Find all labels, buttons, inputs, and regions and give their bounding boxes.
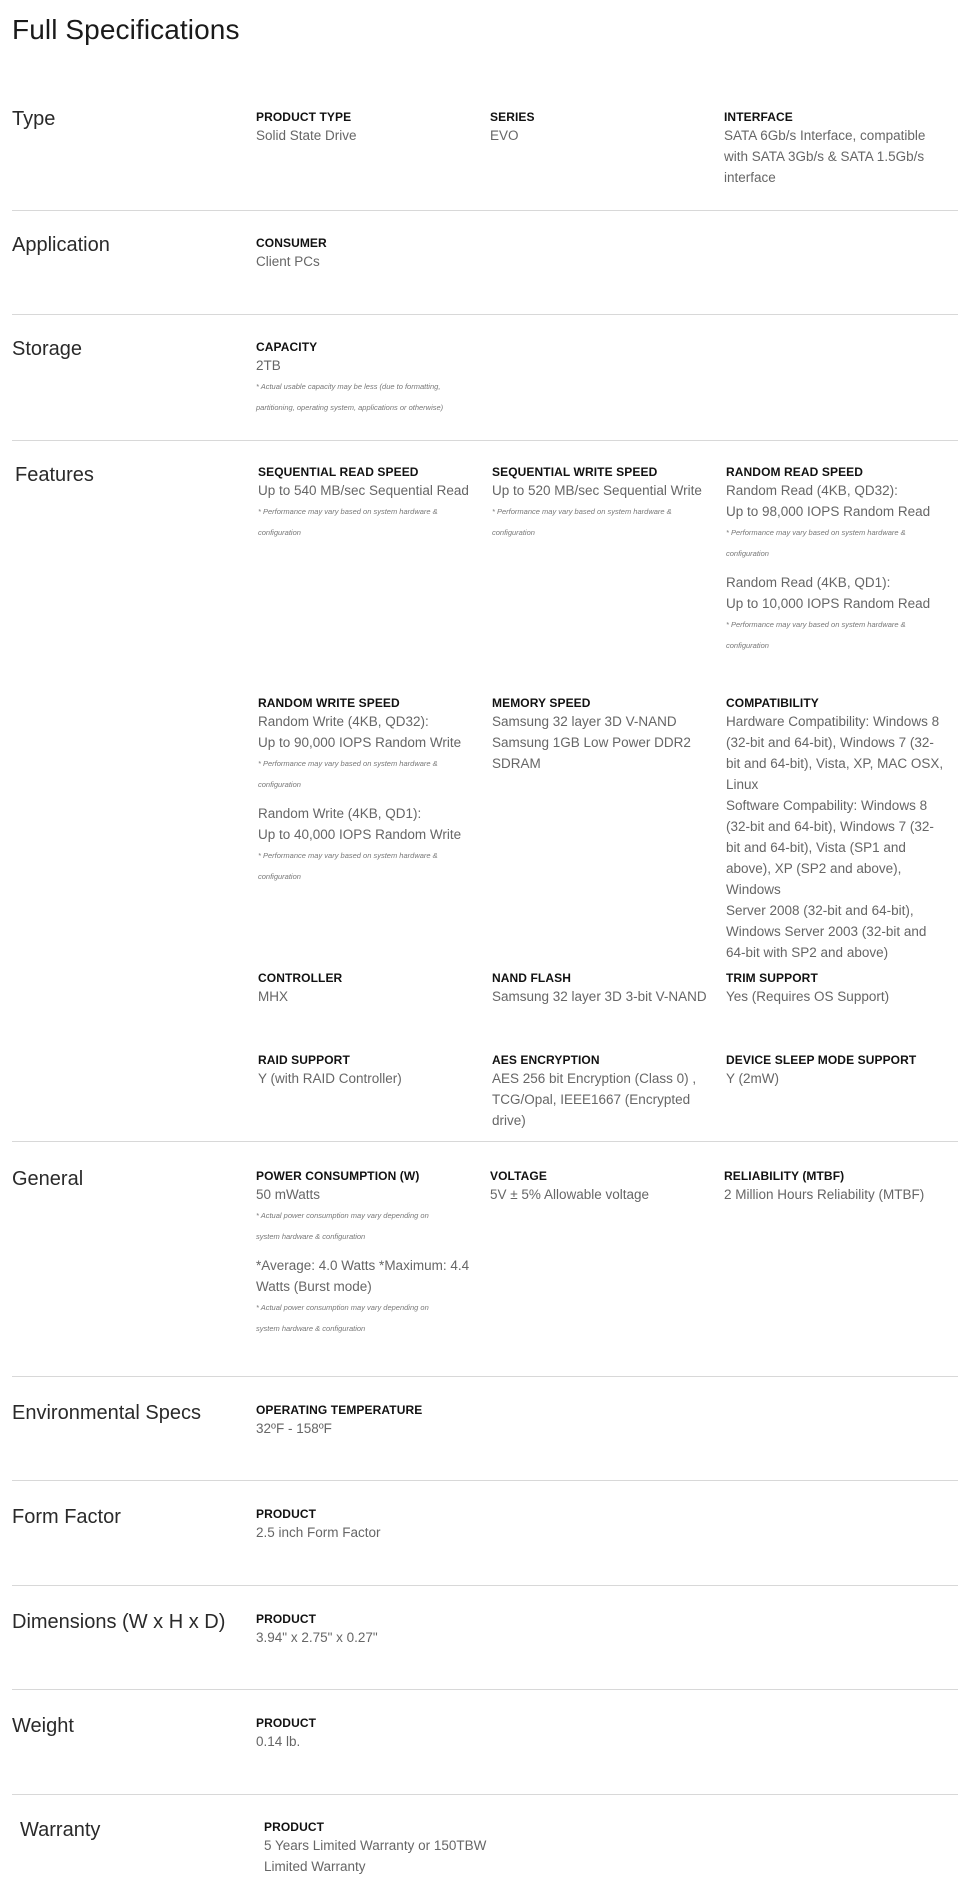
spec-memory-speed [492,695,717,774]
spec-note: * Performance may vary based on system hardware & [258,507,438,516]
section-title: Storage [12,338,83,360]
spec-aes-encryption [492,1052,717,1131]
spec-value-line: 64-bit with SP2 and above) [726,945,889,960]
spec-interface [724,109,949,188]
section-general [12,1141,958,1377]
spec-note: * Performance may vary based on system hardware & [258,759,438,768]
spec-label: AES ENCRYPTION [492,1053,600,1067]
section-storage [12,314,958,441]
spec-value: Solid State Drive [256,128,357,143]
spec-value-line: SDRAM [492,756,541,771]
spec-consumer [256,235,481,272]
spec-value: 5V ± 5% Allowable voltage [490,1187,650,1202]
spec-value: Up to 540 MB/sec Sequential Read [258,483,469,498]
spec-label: PRODUCT TYPE [256,110,352,124]
spec-power-consumption [256,1168,481,1339]
spec-voltage [490,1168,715,1205]
spec-value-line: Up to 90,000 IOPS Random Write [258,735,462,750]
spec-note: * Actual power consumption may vary depending on [256,1303,429,1312]
spec-label: PRODUCT [256,1612,317,1626]
section-application [12,210,958,315]
spec-note: configuration [258,528,301,537]
spec-value-line: Software Compability: Windows 8 [726,798,928,813]
spec-label: SEQUENTIAL WRITE SPEED [492,465,658,479]
spec-value-line: interface [724,170,776,185]
spec-operating-temperature [256,1402,481,1439]
section-features [12,440,958,1142]
spec-value-line: TCG/Opal, IEEE1667 (Encrypted [492,1092,691,1107]
section-form-factor [12,1480,958,1586]
spec-label: SERIES [490,110,535,124]
spec-note: * Performance may vary based on system hardware & [726,528,906,537]
spec-value-line: Watts (Burst mode) [256,1279,372,1294]
spec-capacity [256,339,516,418]
spec-value-line: *Average: 4.0 Watts *Maximum: 4.4 [256,1258,470,1273]
section-title: Environmental Specs [12,1402,201,1424]
spec-note: configuration [492,528,535,537]
section-title: Type [12,108,56,130]
spec-label: RELIABILITY (MTBF) [724,1169,845,1183]
spec-value-line: Random Write (4KB, QD32): [258,714,429,729]
spec-value: EVO [490,128,519,143]
spec-note: configuration [726,549,769,558]
spec-note: configuration [258,872,301,881]
spec-value: Y (with RAID Controller) [258,1071,402,1086]
spec-note: * Actual power consumption may vary depending on [256,1211,429,1220]
spec-rand-read [726,464,951,656]
spec-value-line: Up to 40,000 IOPS Random Write [258,827,462,842]
spec-label: SEQUENTIAL READ SPEED [258,465,419,479]
spec-trim-support [726,970,951,1007]
spec-label: PRODUCT [256,1507,317,1521]
spec-value-line: Windows Server 2003 (32-bit and [726,924,927,939]
section-weight [12,1689,958,1795]
spec-note: system hardware & configuration [256,1324,366,1333]
spec-value: 50 mWatts [256,1187,321,1202]
spec-value: Y (2mW) [726,1071,779,1086]
spec-value-line: SATA 6Gb/s Interface, compatible [724,128,926,143]
spec-seq-read [258,464,483,543]
spec-value: 0.14 lb. [256,1734,301,1749]
spec-note: system hardware & configuration [256,1232,366,1241]
spec-note: * Performance may vary based on system hardware & [258,851,438,860]
spec-value: Client PCs [256,254,320,269]
spec-warranty-product [264,1819,504,1877]
spec-value: 2.5 inch Form Factor [256,1525,381,1540]
spec-value-line: (32-bit and 64-bit), Windows 7 (32- [726,819,934,834]
spec-reliability [724,1168,949,1205]
spec-label: PRODUCT [256,1716,317,1730]
section-title: Weight [12,1715,74,1737]
section-title: Dimensions (W x H x D) [12,1611,226,1633]
spec-weight-product [256,1715,481,1752]
spec-value-line: Hardware Compatibility: Windows 8 [726,714,940,729]
spec-value-line: 5 Years Limited Warranty or 150TBW [264,1838,487,1853]
spec-dimensions-product [256,1611,481,1648]
spec-label: DEVICE SLEEP MODE SUPPORT [726,1053,917,1067]
spec-value: Yes (Requires OS Support) [726,989,890,1004]
spec-value-line: Limited Warranty [264,1859,366,1874]
spec-value: Samsung 32 layer 3D 3-bit V-NAND [492,989,707,1004]
spec-label: CONSUMER [256,236,327,250]
spec-value-line: above), XP (SP2 and above), Windows [726,861,902,897]
spec-raid-support [258,1052,483,1089]
spec-label: RAID SUPPORT [258,1053,350,1067]
spec-label: TRIM SUPPORT [726,971,818,985]
spec-series [490,109,715,146]
spec-label: NAND FLASH [492,971,571,985]
spec-value-line: Random Write (4KB, QD1): [258,806,422,821]
spec-label: INTERFACE [724,110,793,124]
section-type [12,88,958,211]
spec-label: CONTROLLER [258,971,343,985]
section-title: Features [15,464,94,486]
spec-value: Up to 520 MB/sec Sequential Write [492,483,702,498]
spec-value-line: Samsung 1GB Low Power DDR2 [492,735,691,750]
spec-label: MEMORY SPEED [492,696,591,710]
section-title: General [12,1168,84,1190]
spec-value-line: Samsung 32 layer 3D V-NAND [492,714,677,729]
spec-value-line: with SATA 3Gb/s & SATA 1.5Gb/s [724,149,925,164]
spec-device-sleep [726,1052,951,1089]
spec-value-line: Up to 10,000 IOPS Random Read [726,596,931,611]
spec-value-line: Random Read (4KB, QD32): [726,483,898,498]
spec-value-line: bit and 64-bit), Vista, XP, MAC OSX, [726,756,944,771]
spec-note: * Actual usable capacity may be less (due to formatting, [256,382,441,391]
spec-note: configuration [726,641,769,650]
section-environmental [12,1376,958,1481]
section-title: Warranty [20,1819,101,1841]
spec-value-line: AES 256 bit Encryption (Class 0) , [492,1071,697,1086]
spec-label: VOLTAGE [490,1169,547,1183]
spec-label: PRODUCT [264,1820,325,1834]
spec-form-factor-product [256,1506,481,1543]
spec-value: 2TB [256,358,281,373]
spec-product-type [256,109,481,146]
spec-note: partitioning, operating system, applications or otherwise) [256,403,444,412]
spec-note: * Performance may vary based on system hardware & [492,507,672,516]
spec-value: 32ºF - 158ºF [256,1421,332,1436]
spec-value: 2 Million Hours Reliability (MTBF) [724,1187,925,1202]
spec-value-line: bit and 64-bit), Vista (SP1 and [726,840,906,855]
spec-value-line: Up to 98,000 IOPS Random Read [726,504,931,519]
spec-value-line: Random Read (4KB, QD1): [726,575,891,590]
spec-value-line: Linux [726,777,759,792]
page-title: Full Specifications [12,14,240,45]
spec-rand-write [258,695,483,887]
section-title: Application [12,234,110,256]
spec-value-line: Server 2008 (32-bit and 64-bit), [726,903,914,918]
section-title: Form Factor [12,1506,121,1528]
spec-label: OPERATING TEMPERATURE [256,1403,423,1417]
spec-controller [258,970,483,1007]
spec-value-line: (32-bit and 64-bit), Windows 7 (32- [726,735,934,750]
spec-value: MHX [258,989,288,1004]
spec-label: CAPACITY [256,340,318,354]
spec-seq-write [492,464,717,543]
section-warranty [12,1794,958,1894]
spec-label: POWER CONSUMPTION (W) [256,1169,420,1183]
spec-note: configuration [258,780,301,789]
spec-nand-flash [492,970,717,1007]
spec-compatibility [726,695,958,963]
spec-value-line: drive) [492,1113,526,1128]
spec-label: COMPATIBILITY [726,696,819,710]
spec-note: * Performance may vary based on system hardware & [726,620,906,629]
section-dimensions [12,1585,958,1690]
spec-value: 3.94" x 2.75" x 0.27" [256,1630,378,1645]
spec-label: RANDOM READ SPEED [726,465,864,479]
spec-label: RANDOM WRITE SPEED [258,696,400,710]
